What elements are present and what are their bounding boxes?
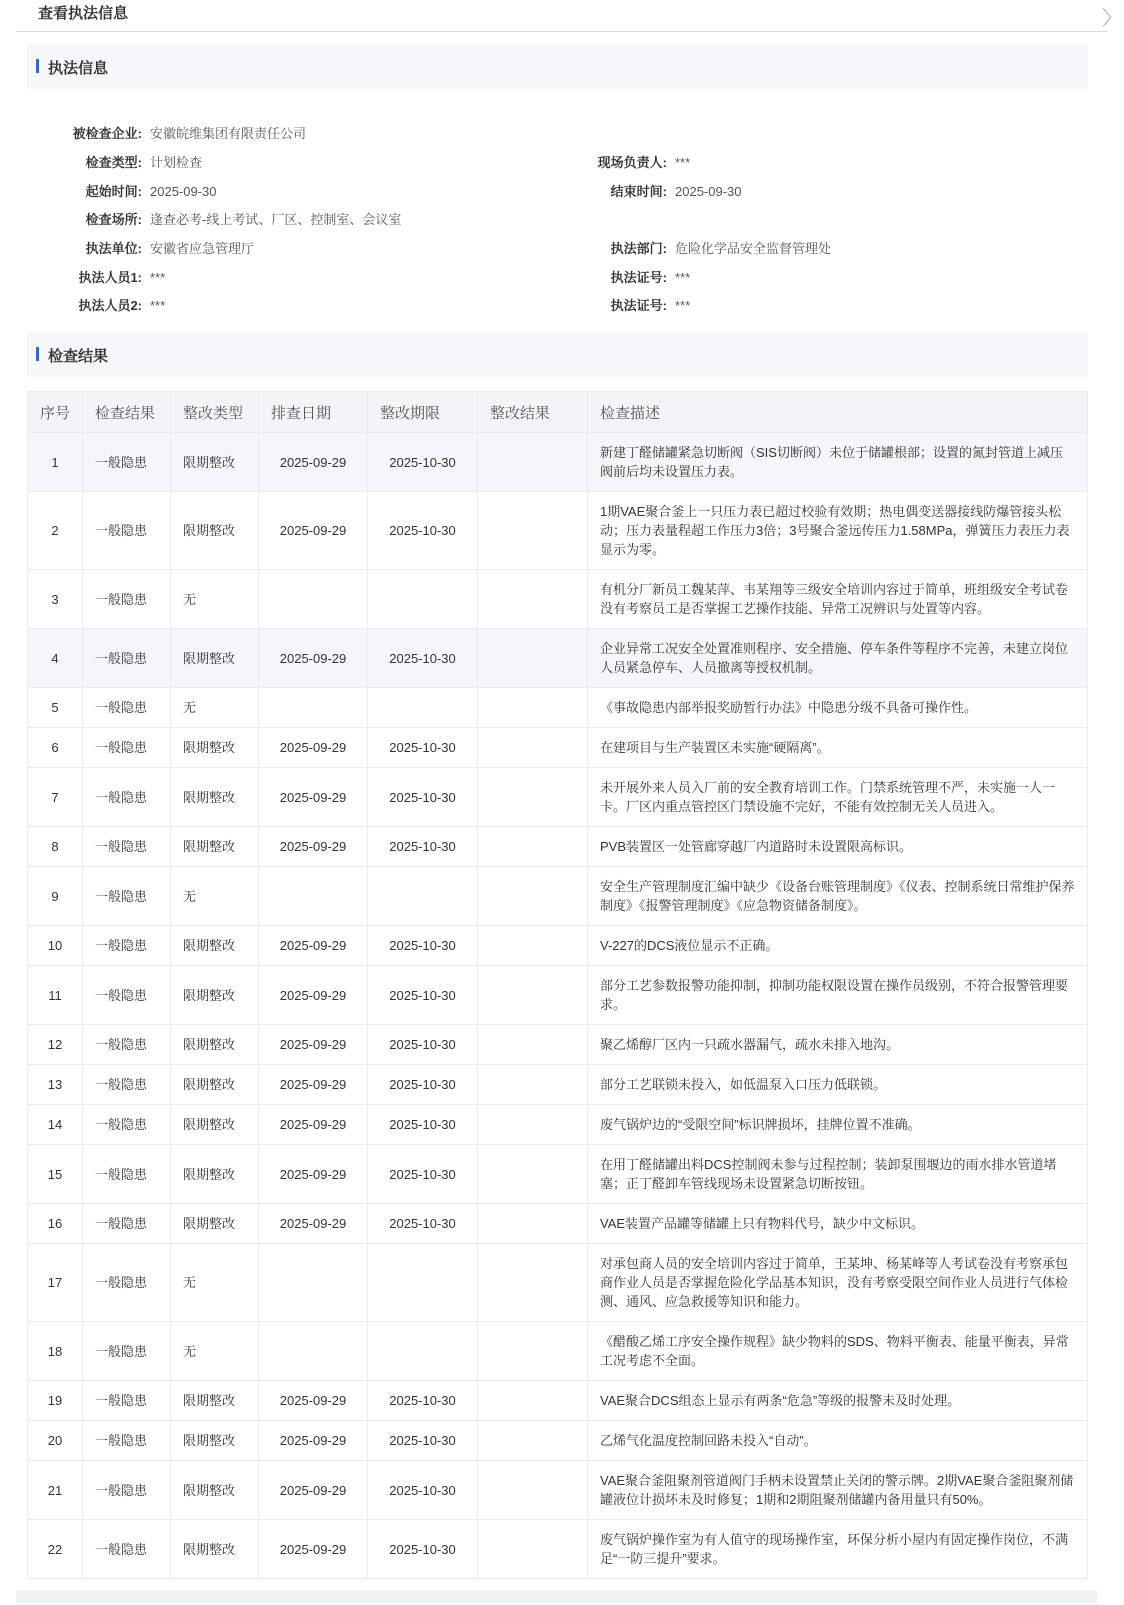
field-value: *** [675,270,691,285]
cell-check-result: 一般隐患 [83,492,171,570]
cell-deadline: 2025-10-30 [368,1421,478,1461]
cell-description: 乙烯气化温度控制回路未投入“自动”。 [588,1421,1088,1461]
cell-rectify-type: 限期整改 [171,1520,259,1579]
table-row[interactable] [28,867,1088,926]
table-row[interactable] [28,492,1088,570]
cell-description: 在建项目与生产装置区未实施“硬隔离”。 [588,728,1088,768]
cell-rectify-result [478,1322,588,1381]
result-section-title: 检查结果 [48,348,109,365]
cell-rectify-result [478,1025,588,1065]
field-value: 2025-09-30 [675,184,742,199]
cell-rectify-type: 无 [171,1322,259,1381]
cell-deadline: 2025-10-30 [368,1025,478,1065]
cell-check-result: 一般隐患 [83,926,171,966]
cell-check-result: 一般隐患 [83,570,171,629]
cell-index: 15 [28,1145,83,1204]
table-row[interactable] [28,433,1088,492]
field-end [527,181,742,200]
info-panel [0,89,1124,331]
field-label: 结束时间: [610,184,667,199]
cell-rectify-type: 限期整改 [171,1105,259,1145]
field-dept [527,238,831,257]
cell-deadline: 2025-10-30 [368,728,478,768]
cell-rectify-result [478,570,588,629]
column-header-check-result: 检查结果 [83,392,171,433]
info-section-title: 执法信息 [48,60,109,77]
field-value: 安徽省应急管理厅 [150,241,255,256]
field-label: 执法人员2: [78,298,142,313]
cell-index: 19 [28,1381,83,1421]
table-header-row [28,392,1088,433]
cell-deadline: 2025-10-30 [368,966,478,1025]
cell-deadline: 2025-10-30 [368,433,478,492]
cell-check-date [259,1244,368,1322]
cell-rectify-type: 限期整改 [171,1025,259,1065]
table-row[interactable] [28,1520,1088,1579]
cell-check-result: 一般隐患 [83,768,171,827]
cell-check-result: 一般隐患 [83,1461,171,1520]
cell-check-result: 一般隐患 [83,1244,171,1322]
cell-description: 企业异常工况安全处置准则程序、安全措施、停车条件等程序不完善，未建立岗位人员紧急停车、人员撤离等授权机制。 [588,629,1088,688]
table-row[interactable] [28,926,1088,966]
cell-rectify-type: 限期整改 [171,768,259,827]
cell-check-date: 2025-09-29 [259,1421,368,1461]
field-label: 执法证号: [610,270,667,285]
field-label: 被检查企业: [72,126,142,141]
cell-index: 17 [28,1244,83,1322]
cell-check-result: 一般隐患 [83,1025,171,1065]
field-value: 危险化学品安全监督管理处 [675,241,832,256]
cell-index: 18 [28,1322,83,1381]
cell-description: VAE聚合釜阻聚剂管道阀门手柄未设置禁止关闭的警示牌。2期VAE聚合釜阻聚剂储罐液位计损坏未及时修复；1期和2期阻聚剂储罐内备用量只有50%。 [588,1461,1088,1520]
section-accent-bar [36,347,39,361]
field-cert1 [527,267,690,286]
cell-index: 16 [28,1204,83,1244]
cell-check-result: 一般隐患 [83,1322,171,1381]
field-value: *** [150,270,166,285]
cell-deadline: 2025-10-30 [368,1145,478,1204]
cell-rectify-type: 限期整改 [171,492,259,570]
cell-index: 5 [28,688,83,728]
cell-index: 2 [28,492,83,570]
cell-deadline: 2025-10-30 [368,1204,478,1244]
field-label: 执法人员1: [78,270,142,285]
cell-deadline [368,867,478,926]
cell-rectify-result [478,966,588,1025]
cell-rectify-type: 无 [171,570,259,629]
field-value: *** [150,298,166,313]
info-section-header [27,43,1088,89]
cell-rectify-result [478,688,588,728]
cell-description: V-227的DCS液位显示不正确。 [588,926,1088,966]
cell-deadline: 2025-10-30 [368,1461,478,1520]
field-unit [27,238,254,257]
cell-rectify-result [478,1421,588,1461]
chevron-right-icon[interactable]: 〉 [1102,8,1122,30]
cell-rectify-result [478,1105,588,1145]
cell-check-date [259,570,368,629]
table-row[interactable] [28,1145,1088,1204]
cell-check-date: 2025-09-29 [259,966,368,1025]
cell-index: 21 [28,1461,83,1520]
cell-description: 1期VAE聚合釜上一只压力表已超过校验有效期；热电偶变送器接线防爆管接头松动；压力表量程超工作压力3倍；3号聚合釜远传压力1.58MPa，弹簧压力表压力表显示为零。 [588,492,1088,570]
table-row[interactable] [28,688,1088,728]
cell-deadline: 2025-10-30 [368,492,478,570]
cell-index: 8 [28,827,83,867]
cell-description: 有机分厂新员工魏某萍、韦某翔等三级安全培训内容过于简单，班组级安全考试卷没有考察员工是否掌握工艺操作技能、异常工况辨识与处置等内容。 [588,570,1088,629]
field-value: 2025-09-30 [150,184,217,199]
cell-rectify-type: 限期整改 [171,1145,259,1204]
cell-rectify-type: 限期整改 [171,728,259,768]
cell-description: 废气锅炉操作室为有人值守的现场操作室，环保分析小屋内有固定操作岗位，不满足“一防三提升”要求。 [588,1520,1088,1579]
cell-check-result: 一般隐患 [83,688,171,728]
table-row[interactable] [28,966,1088,1025]
cell-rectify-result [478,1244,588,1322]
cell-description: 新建丁醛储罐紧急切断阀（SIS切断阀）未位于储罐根部；设置的氮封管道上减压阀前后均未设置压力表。 [588,433,1088,492]
cell-check-result: 一般隐患 [83,867,171,926]
cell-deadline: 2025-10-30 [368,1520,478,1579]
cell-deadline: 2025-10-30 [368,926,478,966]
field-label: 执法证号: [610,298,667,313]
field-label: 起始时间: [85,184,142,199]
cell-check-date: 2025-09-29 [259,492,368,570]
cell-rectify-result [478,827,588,867]
results-table [27,391,1088,1579]
cell-index: 3 [28,570,83,629]
cell-rectify-type: 限期整改 [171,1381,259,1421]
cell-check-result: 一般隐患 [83,1381,171,1421]
cell-index: 11 [28,966,83,1025]
column-header-deadline: 整改期限 [368,392,478,433]
cell-check-result: 一般隐患 [83,629,171,688]
cell-description: 《事故隐患内部举报奖励暂行办法》中隐患分级不具备可操作性。 [588,688,1088,728]
field-value: 计划检查 [150,155,203,170]
field-value: 安徽皖维集团有限责任公司 [150,126,307,141]
cell-rectify-type: 限期整改 [171,1065,259,1105]
section-accent-bar [36,59,39,73]
cell-deadline [368,688,478,728]
field-value: *** [675,155,691,170]
cell-check-date [259,1322,368,1381]
cell-description: 部分工艺参数报警功能抑制，抑制功能权限设置在操作员级别，不符合报警管理要求。 [588,966,1088,1025]
table-row[interactable] [28,629,1088,688]
cell-rectify-type: 无 [171,1244,259,1322]
column-header-rectify-result: 整改结果 [478,392,588,433]
cell-check-date: 2025-09-29 [259,768,368,827]
cell-check-date: 2025-09-29 [259,827,368,867]
cell-description: 废气锅炉边的“受限空间”标识牌损坏，挂牌位置不准确。 [588,1105,1088,1145]
cell-rectify-type: 限期整改 [171,827,259,867]
cell-rectify-result [478,1520,588,1579]
cell-check-result: 一般隐患 [83,1421,171,1461]
column-header-index: 序号 [28,392,83,433]
cell-rectify-type: 限期整改 [171,433,259,492]
field-onsite [527,152,690,171]
cell-rectify-result [478,1145,588,1204]
cell-index: 13 [28,1065,83,1105]
cell-index: 6 [28,728,83,768]
cell-rectify-result [478,728,588,768]
cell-check-date: 2025-09-29 [259,1145,368,1204]
table-row[interactable] [28,1461,1088,1520]
cell-rectify-result [478,768,588,827]
column-header-rectify-type: 整改类型 [171,392,259,433]
table-row[interactable] [28,1421,1088,1461]
table-row[interactable] [28,1204,1088,1244]
table-row[interactable] [28,827,1088,867]
field-type [27,152,202,171]
table-row[interactable] [28,1322,1088,1381]
cell-index: 4 [28,629,83,688]
cell-description: 在用丁醛储罐出料DCS控制阀未参与过程控制；装卸泵围堰边的雨水排水管道堵塞；正丁醛卸车管线现场未设置紧急切断按钮。 [588,1145,1088,1204]
cell-check-date [259,688,368,728]
cell-index: 20 [28,1421,83,1461]
field-place [27,209,401,228]
cell-check-date [259,867,368,926]
cell-rectify-type: 限期整改 [171,629,259,688]
cell-rectify-result [478,1204,588,1244]
table-body [28,433,1088,1579]
cell-check-date: 2025-09-29 [259,1065,368,1105]
cell-deadline: 2025-10-30 [368,827,478,867]
cell-deadline: 2025-10-30 [368,1065,478,1105]
field-label: 执法单位: [85,241,142,256]
cell-check-date: 2025-09-29 [259,1381,368,1421]
footer-bar [16,1591,1097,1603]
cell-description: 未开展外来人员入厂前的安全教育培训工作。门禁系统管理不严，未实施一人一卡。厂区内重点管控区门禁设施不完好，不能有效控制无关人员进入。 [588,768,1088,827]
result-section-header [27,331,1088,377]
field-company [27,123,306,142]
cell-description: 对承包商人员的安全培训内容过于简单，王某坤、杨某峰等人考试卷没有考察承包商作业人员是否掌握危险化学品基本知识，没有考察受限空间作业人员进行气体检测、通风、应急救援等知识和能力。 [588,1244,1088,1322]
cell-index: 1 [28,433,83,492]
cell-check-result: 一般隐患 [83,728,171,768]
page-title: 查看执法信息 [38,5,129,22]
field-start [27,181,217,200]
cell-index: 9 [28,867,83,926]
cell-index: 12 [28,1025,83,1065]
cell-check-date: 2025-09-29 [259,728,368,768]
cell-index: 14 [28,1105,83,1145]
table-row[interactable] [28,570,1088,629]
cell-description: 《醋酸乙烯工序安全操作规程》缺少物料的SDS、物料平衡表、能量平衡表，异常工况考虑不全面。 [588,1322,1088,1381]
cell-rectify-type: 限期整改 [171,1204,259,1244]
cell-check-result: 一般隐患 [83,1520,171,1579]
table-row[interactable] [28,1244,1088,1322]
cell-rectify-type: 限期整改 [171,926,259,966]
cell-deadline [368,570,478,629]
column-header-check-date: 排查日期 [259,392,368,433]
cell-rectify-type: 限期整改 [171,1421,259,1461]
cell-deadline: 2025-10-30 [368,768,478,827]
cell-rectify-result [478,926,588,966]
cell-check-result: 一般隐患 [83,1105,171,1145]
cell-check-date: 2025-09-29 [259,926,368,966]
cell-check-date: 2025-09-29 [259,1461,368,1520]
cell-deadline: 2025-10-30 [368,1381,478,1421]
table-row[interactable] [28,728,1088,768]
table-row[interactable] [28,1065,1088,1105]
cell-rectify-result [478,433,588,492]
table-row[interactable] [28,1025,1088,1065]
cell-check-date: 2025-09-29 [259,433,368,492]
cell-check-result: 一般隐患 [83,1204,171,1244]
cell-deadline: 2025-10-30 [368,629,478,688]
cell-deadline [368,1244,478,1322]
cell-rectify-type: 限期整改 [171,1461,259,1520]
cell-check-date: 2025-09-29 [259,1025,368,1065]
cell-index: 10 [28,926,83,966]
cell-description: 聚乙烯醇厂区内一只疏水器漏气，疏水未排入地沟。 [588,1025,1088,1065]
cell-description: 安全生产管理制度汇编中缺少《设备台账管理制度》《仪表、控制系统日常维护保养制度》《报警管理制度》《应急物资储备制度》。 [588,867,1088,926]
field-label: 检查场所: [85,212,142,227]
field-label: 现场负责人: [597,155,667,170]
cell-index: 7 [28,768,83,827]
field-officer1 [27,267,165,286]
cell-check-result: 一般隐患 [83,966,171,1025]
cell-rectify-result [478,1065,588,1105]
cell-rectify-result [478,1461,588,1520]
cell-check-date: 2025-09-29 [259,629,368,688]
table-row[interactable] [28,1381,1088,1421]
field-value: 逢查必考-线上考试、厂区、控制室、会议室 [150,212,402,227]
cell-rectify-result [478,867,588,926]
cell-rectify-type: 无 [171,688,259,728]
cell-description: VAE聚合DCS组态上显示有两条“危急”等级的报警未及时处理。 [588,1381,1088,1421]
cell-index: 22 [28,1520,83,1579]
cell-rectify-result [478,492,588,570]
cell-rectify-type: 限期整改 [171,966,259,1025]
cell-check-result: 一般隐患 [83,827,171,867]
cell-deadline [368,1322,478,1381]
column-header-description: 检查描述 [588,392,1088,433]
cell-description: PVB装置区一处管廊穿越厂内道路时未设置限高标识。 [588,827,1088,867]
cell-rectify-result [478,1381,588,1421]
field-label: 检查类型: [85,155,142,170]
cell-check-date: 2025-09-29 [259,1105,368,1145]
table-row[interactable] [28,768,1088,827]
cell-check-date: 2025-09-29 [259,1204,368,1244]
cell-description: 部分工艺联锁未投入，如低温泵入口压力低联锁。 [588,1065,1088,1105]
field-cert2 [527,295,690,314]
cell-check-result: 一般隐患 [83,1145,171,1204]
cell-check-result: 一般隐患 [83,1065,171,1105]
field-value: *** [675,298,691,313]
field-officer2 [27,295,165,314]
field-label: 执法部门: [610,241,667,256]
cell-rectify-result [478,629,588,688]
cell-deadline: 2025-10-30 [368,1105,478,1145]
cell-rectify-type: 无 [171,867,259,926]
table-row[interactable] [28,1105,1088,1145]
page-header [16,0,1122,32]
cell-description: VAE装置产品罐等储罐上只有物料代号，缺少中文标识。 [588,1204,1088,1244]
cell-check-date: 2025-09-29 [259,1520,368,1579]
cell-check-result: 一般隐患 [83,433,171,492]
